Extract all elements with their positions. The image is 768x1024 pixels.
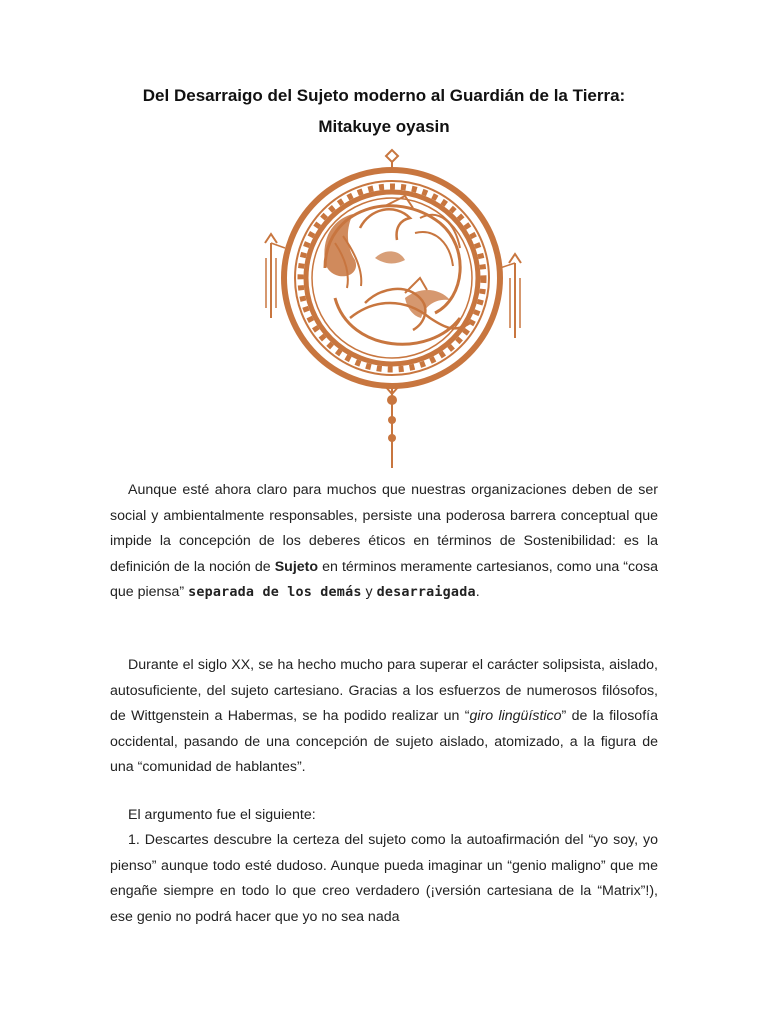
document-title-line-1: Del Desarraigo del Sujeto moderno al Guardián de la Tierra: — [142, 86, 626, 105]
p2-text-1: Durante el siglo XX, se ha hecho mucho para superar el carácter solipsista, aislado, autosuficiente, del sujeto cartesiano. Gracias a los esfuerzos de numerosos filósofos, de Wittgenstein a Habermas, se ha podido realizar un “ — [110, 657, 658, 724]
document-title-line-2: Mitakuye oyasin — [318, 117, 450, 136]
p1-text-4: . — [475, 584, 480, 600]
paragraph-3 — [110, 803, 658, 829]
p4-text: 1. Descartes descubre la certeza del sujeto como la autoafirmación del “yo soy, yo pienso” aunque todo esté dudoso. Aunque pueda imaginar un “genio maligno” que me engañe siempre en todo lo que creo verdadero (¡versión cartesiana de la “Matrix”!), ese genio no podrá hacer que yo no sea nada — [110, 832, 658, 925]
p1-text-2: en términos meramente cartesianos, como una “cosa que piensa” — [110, 558, 658, 600]
paragraph-2 — [110, 653, 658, 781]
p1-text-3: y — [361, 584, 377, 600]
paragraph-1 — [110, 478, 658, 606]
p1-bold-separada: separada de los demás — [188, 585, 362, 600]
p2-text-2: ” de la filosofía occidental, pasando de una concepción de sujeto aislado, atomizado, a la figura de una “comunidad de hablantes”. — [110, 708, 658, 775]
p3-text: El argumento fue el siguiente: — [128, 807, 316, 823]
p1-bold-sujeto: Sujeto — [274, 558, 319, 575]
p1-bold-desarraigada: desarraigada — [376, 585, 476, 600]
p2-italic-giro: giro lingüístico — [469, 708, 562, 724]
medicine-wheel-eagle-icon — [255, 148, 530, 473]
paragraph-4 — [110, 828, 658, 930]
p1-text-1: Aunque esté ahora claro para muchos que nuestras organizaciones deben de ser social y ambientalmente responsables, persiste una poderosa barrera conceptual que impide la concepción de los deberes éticos en términos de Sostenibilidad: es la definición de la noción de — [110, 482, 658, 575]
